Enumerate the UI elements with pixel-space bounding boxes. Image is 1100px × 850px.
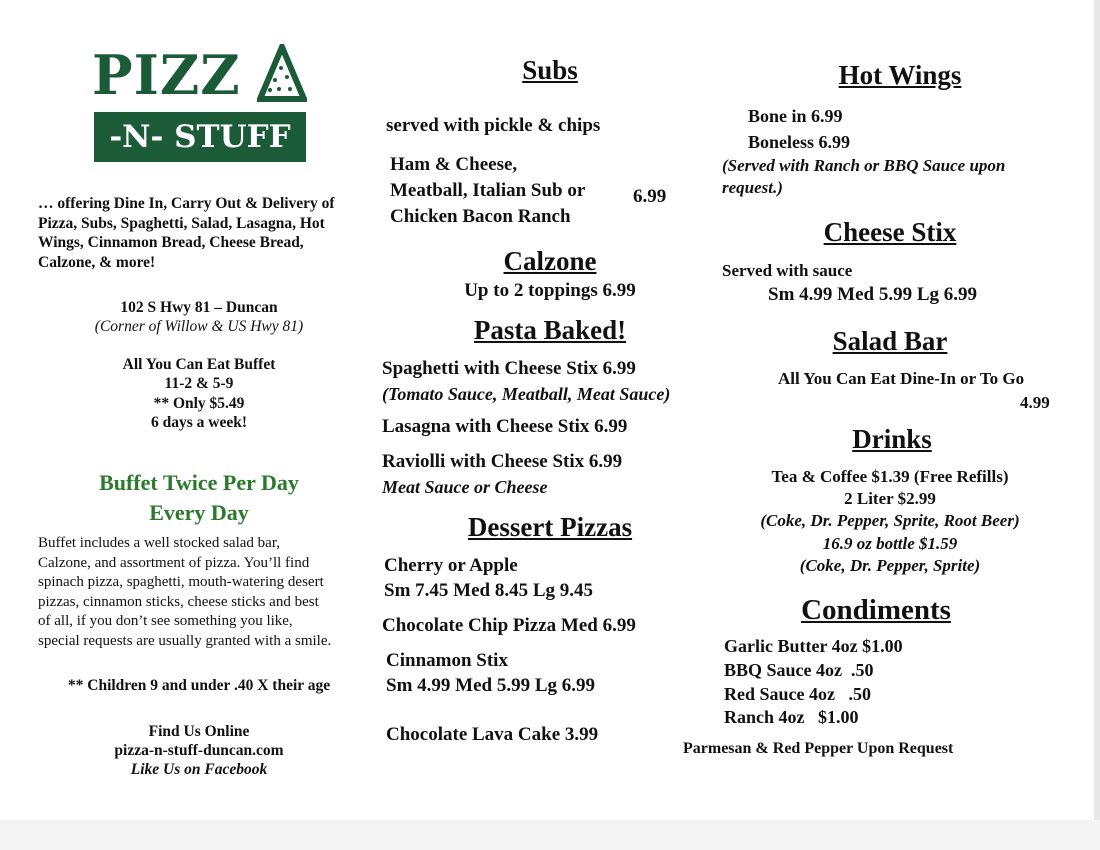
cheese-stix-served: Served with sauce <box>722 261 853 280</box>
pasta-header: Pasta Baked! <box>473 315 627 345</box>
cherry-prices: Sm 7.45 Med 8.45 Lg 9.45 <box>384 580 593 601</box>
wings-note-line-1: (Served with Ranch or BBQ Sauce upon <box>722 156 1006 175</box>
address: 102 S Hwy 81 – Duncan <box>120 299 278 316</box>
buffet-description <box>38 534 368 651</box>
facebook-link[interactable]: Like Us on Facebook <box>130 761 268 778</box>
subs-served-note: served with pickle & chips <box>386 115 601 136</box>
buffet-days: 6 days a week! <box>150 414 247 431</box>
intro-text: … offering Dine In, Carry Out & Delivery of Pizza, Subs, Spaghetti, Salad, Lasagna, Hot Wings, Cinnamon Bread, Cheese Bread, Calzone, & more! <box>38 195 335 271</box>
ranch-item: Ranch 4oz $1.00 <box>724 707 859 727</box>
buffet-desc-line: of all, if you don’t see something you like, <box>38 613 293 629</box>
salad-bar-line: All You Can Eat Dine-In or To Go <box>778 369 1025 388</box>
parmesan-note: Parmesan & Red Pepper Upon Request <box>683 740 954 757</box>
salad-bar-header: Salad Bar <box>832 326 948 356</box>
red-sauce-item: Red Sauce 4oz .50 <box>724 684 871 704</box>
buffet-twice-heading: Buffet Twice Per Day <box>99 470 299 495</box>
tea-coffee-item: Tea & Coffee $1.39 (Free Refills) <box>771 467 1009 486</box>
buffet-hours: 11-2 & 5-9 <box>164 375 234 392</box>
buffet-desc-line: special requests are usually granted with a smile. <box>38 632 332 649</box>
find-us-online: Find Us Online <box>148 723 250 740</box>
cherry-item: Cherry or Apple <box>384 555 518 576</box>
salad-bar-price: 4.99 <box>1020 393 1050 412</box>
subs-header: Subs <box>522 55 578 85</box>
drinks-header: Drinks <box>852 424 932 454</box>
pizza-slice-icon <box>257 44 307 102</box>
website-link[interactable]: pizza-n-stuff-duncan.com <box>114 742 284 759</box>
buffet-desc-line: Buffet includes a well stocked salad bar, <box>38 535 280 551</box>
sub-item: Chicken Bacon Ranch <box>390 206 571 227</box>
buffet-price: ** Only $5.49 <box>153 395 245 412</box>
buffet-every-day-heading: Every Day <box>149 500 249 525</box>
buffet-desc-line: pizzas, cinnamon sticks, cheese sticks and best <box>38 593 319 610</box>
calzone-header: Calzone <box>503 246 597 276</box>
cheese-stix-prices: Sm 4.99 Med 5.99 Lg 6.99 <box>768 284 977 305</box>
lasagna-item: Lasagna with Cheese Stix 6.99 <box>382 416 628 437</box>
subs-items <box>390 152 585 230</box>
bottle-item: 16.9 oz bottle $1.59 <box>822 534 958 553</box>
cheese-stix-header: Cheese Stix <box>823 217 957 247</box>
address-note: (Corner of Willow & US Hwy 81) <box>94 318 304 335</box>
bottle-note: (Coke, Dr. Pepper, Sprite) <box>799 556 981 575</box>
two-liter-note: (Coke, Dr. Pepper, Sprite, Root Beer) <box>760 511 1020 530</box>
cinnamon-item: Cinnamon Stix <box>386 650 508 671</box>
calzone-line: Up to 2 toppings 6.99 <box>464 280 636 301</box>
logo-top-text: PIZZ <box>92 43 241 107</box>
spaghetti-item: Spaghetti with Cheese Stix 6.99 <box>382 358 636 379</box>
subs-price: 6.99 <box>633 186 667 207</box>
children-pricing: ** Children 9 and under .40 X their age <box>67 677 331 694</box>
page-edge <box>1094 0 1100 850</box>
hot-wings-header: Hot Wings <box>838 60 962 90</box>
ravioli-note: Meat Sauce or Cheese <box>382 477 548 497</box>
sub-item: Ham & Cheese, <box>390 154 518 175</box>
two-liter-item: 2 Liter $2.99 <box>844 489 936 508</box>
ravioli-item: Raviolli with Cheese Stix 6.99 <box>382 451 623 472</box>
chocolate-chip-item: Chocolate Chip Pizza Med 6.99 <box>382 615 636 636</box>
condiments-header: Condiments <box>801 594 951 626</box>
wings-note-line-2: request.) <box>722 178 783 197</box>
lava-cake-item: Chocolate Lava Cake 3.99 <box>386 724 599 745</box>
buffet-title: All You Can Eat Buffet <box>122 356 276 373</box>
sub-item: Meatball, Italian Sub or <box>390 180 586 201</box>
dessert-header: Dessert Pizzas <box>467 512 633 542</box>
bone-in-item: Bone in 6.99 <box>748 106 843 126</box>
garlic-butter-item: Garlic Butter 4oz $1.00 <box>724 636 903 656</box>
cinnamon-prices: Sm 4.99 Med 5.99 Lg 6.99 <box>386 675 595 696</box>
buffet-desc-line: Calzone, and assortment of pizza. You’ll find <box>38 554 310 571</box>
pizza-n-stuff-logo <box>92 42 310 164</box>
logo-bottom-text: -N- STUFF <box>94 112 306 162</box>
bbq-sauce-item: BBQ Sauce 4oz .50 <box>724 660 874 680</box>
boneless-item: Boneless 6.99 <box>748 132 851 152</box>
buffet-desc-line: spinach pizza, spaghetti, mouth-watering desert <box>38 574 324 590</box>
spaghetti-note: (Tomato Sauce, Meatball, Meat Sauce) <box>382 384 671 404</box>
bottom-band <box>0 820 1100 850</box>
